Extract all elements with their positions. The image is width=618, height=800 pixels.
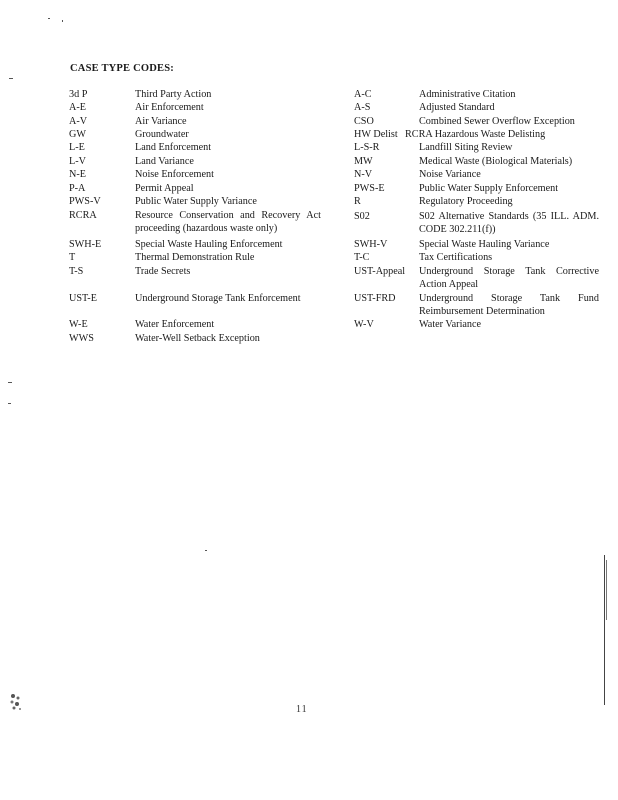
code-right: W-V (354, 319, 374, 330)
code-left: N-E (69, 169, 86, 180)
code-left: SWH-E (69, 239, 102, 250)
code-right: N-V (354, 169, 373, 180)
description-right: Public Water Supply Enforcement (419, 183, 559, 194)
scan-edge-line (606, 560, 607, 620)
scan-smudge-icon (8, 692, 24, 712)
scan-speck (8, 382, 12, 383)
code-right: UST-FRD (354, 293, 396, 304)
description-right: Water Variance (419, 319, 482, 330)
scan-speck (62, 20, 63, 22)
code-left: L-E (69, 142, 85, 153)
description-left: Land Variance (135, 156, 194, 167)
description-left: Thermal Demonstration Rule (135, 252, 255, 263)
code-left: L-V (69, 156, 86, 167)
code-left: RCRA (69, 210, 97, 221)
description-right: Landfill Siting Review (419, 142, 513, 153)
description-left: Land Enforcement (135, 142, 212, 153)
code-left: UST-E (69, 293, 97, 304)
description-right: Adjusted Standard (419, 102, 495, 113)
scan-speck (9, 78, 13, 79)
description-left: Water Enforcement (135, 319, 215, 330)
code-right: A-S (354, 102, 371, 113)
code-right: R (354, 196, 361, 207)
page-number: 11 (296, 704, 308, 715)
description-left: Air Variance (135, 116, 187, 127)
description-right: Regulatory Proceeding (419, 196, 513, 207)
scan-speck (205, 550, 207, 551)
description-right: S02 Alternative Standards (35 ILL. ADM. CODE 302.211(f)) (419, 211, 599, 236)
description-left: Resource Conservation and Recovery Act proceeding (hazardous waste only) (135, 210, 321, 235)
code-right: CSO (354, 116, 374, 127)
description-left: Third Party Action (135, 89, 212, 100)
scan-edge-line (604, 555, 605, 705)
description-left: Groundwater (135, 129, 189, 140)
description-right: Special Waste Hauling Variance (419, 239, 550, 250)
description-right: Noise Variance (419, 169, 481, 180)
description-right: Tax Certifications (419, 252, 493, 263)
code-left: W-E (69, 319, 88, 330)
code-right: SWH-V (354, 239, 388, 250)
code-right: A-C (354, 89, 372, 100)
description-right: Underground Storage Tank Corrective Action Appeal (419, 266, 599, 291)
description-left: Noise Enforcement (135, 169, 214, 180)
code-left: WWS (69, 333, 94, 344)
code-right: S02 (354, 211, 370, 222)
description-left: Water-Well Setback Exception (135, 333, 260, 344)
code-left: T-S (69, 266, 84, 277)
code-right: UST-Appeal (354, 266, 406, 277)
page-heading: CASE TYPE CODES: (70, 63, 174, 74)
code-left: T (69, 252, 76, 263)
code-right: HW Delist (354, 129, 398, 140)
code-left: P-A (69, 183, 86, 194)
description-left: Air Enforcement (135, 102, 204, 113)
description-left: Underground Storage Tank Enforcement (135, 293, 301, 304)
code-right: MW (354, 156, 373, 167)
description-left: Public Water Supply Variance (135, 196, 257, 207)
description-right: Underground Storage Tank Fund Reimbursement Determination (419, 293, 599, 318)
code-left: GW (69, 129, 86, 140)
scan-speck (8, 403, 11, 404)
description-right: RCRA Hazardous Waste Delisting (405, 129, 546, 140)
code-left: A-E (69, 102, 86, 113)
code-right: T-C (354, 252, 370, 263)
description-left: Permit Appeal (135, 183, 194, 194)
description-left: Trade Secrets (135, 266, 191, 277)
scan-speck (48, 18, 50, 19)
code-right: PWS-E (354, 183, 385, 194)
description-right: Medical Waste (Biological Materials) (419, 156, 573, 167)
code-left: PWS-V (69, 196, 101, 207)
description-right: Administrative Citation (419, 89, 516, 100)
code-left: 3d P (69, 89, 88, 100)
description-right: Combined Sewer Overflow Exception (419, 116, 575, 127)
description-left: Special Waste Hauling Enforcement (135, 239, 283, 250)
code-right: L-S-R (354, 142, 380, 153)
code-left: A-V (69, 116, 88, 127)
